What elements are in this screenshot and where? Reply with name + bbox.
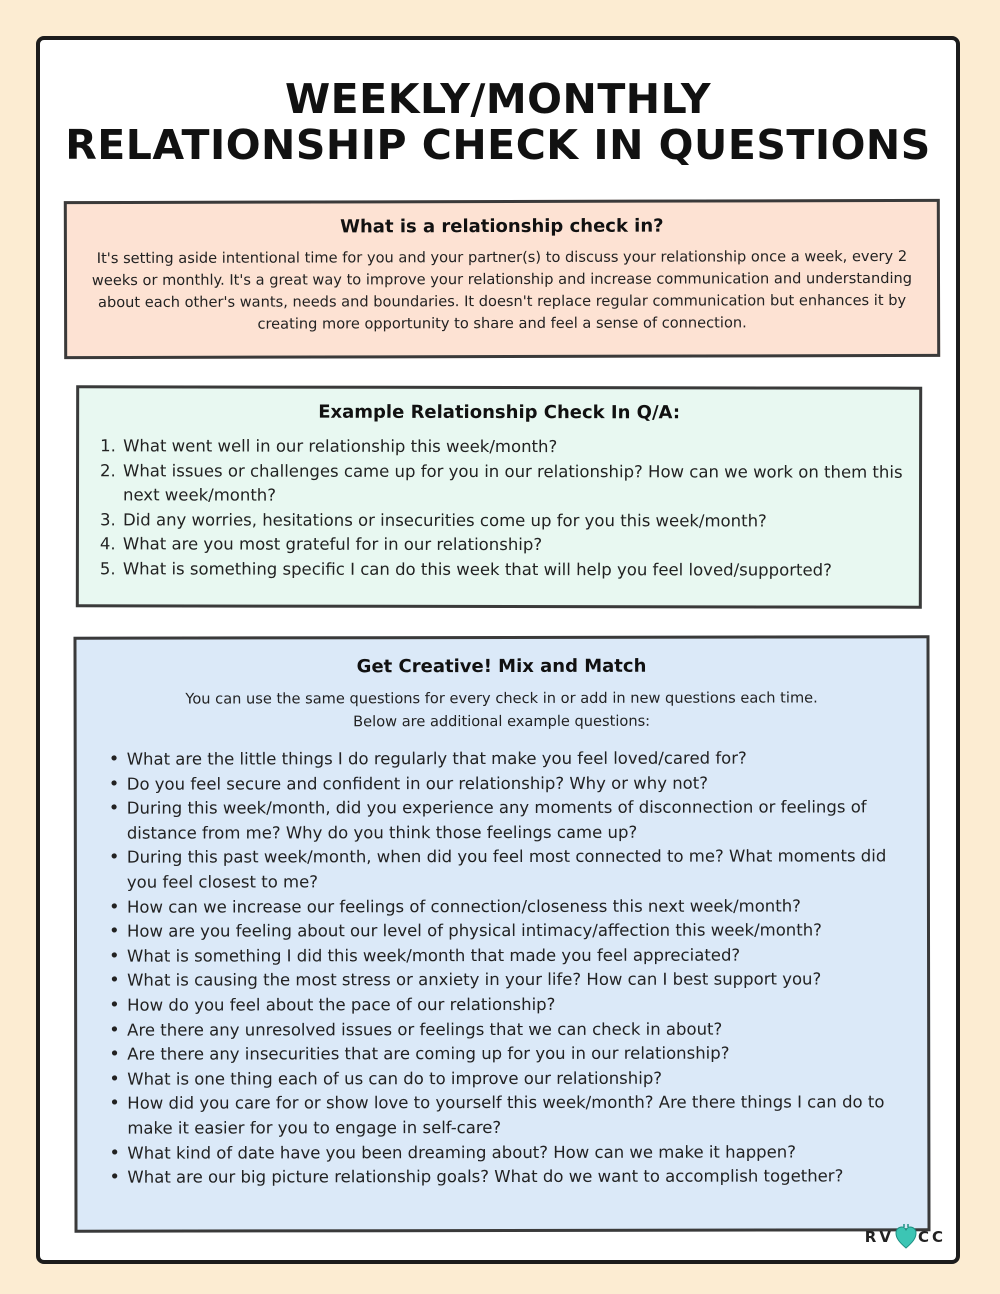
example-qa-heading: Example Relationship Check In Q/A: <box>318 401 681 424</box>
logo-text-right: CC <box>917 1228 946 1246</box>
list-item: • What is causing the most stress or anxiety in your life? How can I best support you? <box>127 968 907 994</box>
list-item: • What is something I did this week/month that made you feel appreciated? <box>127 943 907 969</box>
list-item: • How do you feel about the pace of our relationship? <box>127 992 907 1018</box>
list-item: • Are there any unresolved issues or feelings that we can check in about? <box>127 1017 907 1043</box>
what-is-check-in-heading: What is a relationship check in? <box>340 215 664 238</box>
rvcc-logo <box>865 1224 946 1250</box>
list-item: • How are you feeling about our level of physical intimacy/affection this week/month? <box>127 918 907 944</box>
what-is-check-in-box <box>64 199 940 359</box>
get-creative-box <box>73 635 930 1232</box>
get-creative-intro <box>77 686 927 733</box>
intro-line-1: You can use the same questions for every check in or add in new questions each time. <box>185 689 818 708</box>
list-item: 4. What are you most grateful for in our relationship? <box>121 533 919 559</box>
logo-text-left: RV <box>864 1228 894 1246</box>
heart-icon <box>895 1224 917 1250</box>
list-item: 2. What issues or challenges came up for you in our relationship? How can we work on them this next week/month? <box>121 459 919 510</box>
list-item: • During this past week/month, when did you feel most connected to me? What moments did you feel closest to me? <box>127 845 907 896</box>
list-item: • Do you feel secure and confident in our relationship? Why or why not? <box>127 771 907 797</box>
worksheet-page <box>36 36 960 1264</box>
list-item: • How did you care for or show love to yourself this week/month? Are there things I can do to make it easier for you to engage in self-care? <box>127 1091 907 1142</box>
page-title <box>40 76 956 168</box>
additional-questions-list <box>77 746 928 1190</box>
list-item: • What kind of date have you been dreaming about? How can we make it happen? <box>127 1140 907 1166</box>
list-item: 5. What is something specific I can do this week that will help you feel loved/supported? <box>121 557 919 583</box>
example-qa-box <box>76 385 922 608</box>
list-item: • What is one thing each of us can do to improve our relationship? <box>127 1066 907 1092</box>
what-is-check-in-body: It's setting aside intentional time for you and your partner(s) to discuss your relationship once a week, every 2 weeks or monthly. It's a great way to improve your relationship and increase communication and understanding about each other's wants, needs and boundaries. It doesn't replace regular communication but enhances it by creating more opportunity to share and feel a sense of connection. <box>91 247 913 333</box>
list-item: 1. What went well in our relationship this week/month? <box>121 434 919 460</box>
title-line-1: WEEKLY/MONTHLY <box>284 75 712 123</box>
list-item: • What are the little things I do regularly that make you feel loved/cared for? <box>127 746 907 772</box>
title-line-2: RELATIONSHIP CHECK IN QUESTIONS <box>65 121 931 169</box>
list-item: 3. Did any worries, hesitations or insecurities come up for you this week/month? <box>121 508 919 534</box>
get-creative-heading: Get Creative! Mix and Match <box>356 655 647 678</box>
list-item: • During this week/month, did you experience any moments of disconnection or feelings of distance from me? Why do you think those feelings came up? <box>127 795 907 846</box>
list-item: • How can we increase our feelings of connection/closeness this next week/month? <box>127 894 907 920</box>
intro-line-2: Below are additional example questions: <box>353 712 651 731</box>
list-item: • What are our big picture relationship goals? What do we want to accomplish together? <box>127 1164 907 1190</box>
example-qa-list <box>79 434 919 583</box>
list-item: • Are there any insecurities that are coming up for you in our relationship? <box>127 1041 907 1067</box>
